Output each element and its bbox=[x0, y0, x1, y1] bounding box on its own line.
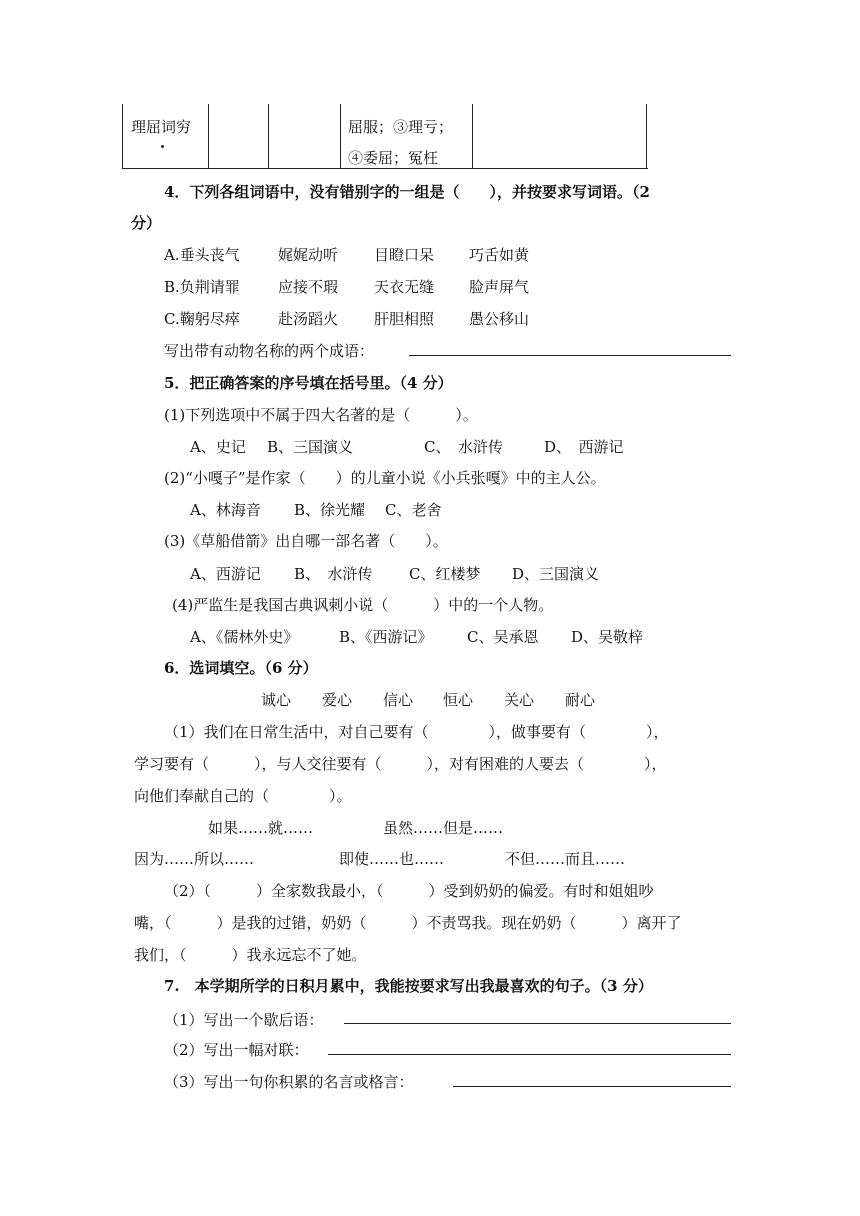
q6-p1-line1: （1）我们在日常生活中，对自己要有（ ），做事要有（ ）， bbox=[164, 723, 669, 741]
q5-item2-question: (2)“小嘎子”是作家（ ）的儿童小说《小兵张嘎》中的主人公。 bbox=[164, 469, 606, 487]
q6-p2-line1: （2）（ ）全家数我最小，（ ）受到奶奶的偏爱。有时和姐姐吵 bbox=[164, 882, 654, 900]
q5-item4-question: (4)严监生是我国古典讽刺小说（ ）中的一个人物。 bbox=[172, 596, 554, 614]
emphasis-dot bbox=[161, 145, 164, 148]
q6-p1-line3: 向他们奉献自己的（ ）。 bbox=[134, 787, 352, 805]
q6-p1-line2: 学习要有（ ），与人交往要有（ ），对有困难的人要去（ ）， bbox=[134, 755, 667, 773]
q5-item1-question: (1)下列选项中不属于四大名著的是（ ）。 bbox=[164, 406, 478, 424]
table-cell-meaning-line2: ④委屈；冤枉 bbox=[348, 149, 439, 167]
q7-item2: （2）写出一幅对联： bbox=[164, 1041, 309, 1059]
q6-p2-line3: 我们，（ ）我永远忘不了她。 bbox=[134, 946, 367, 964]
q7-item1: （1）写出一个歇后语： bbox=[164, 1011, 324, 1029]
q7-heading: 7. 本学期所学的日积月累中，我能按要求写出我最喜欢的句子。（3 分） bbox=[164, 977, 653, 995]
q5-item3-question: (3)《草船借箭》出自哪一部名著（ ）。 bbox=[164, 532, 448, 550]
q6-p2-line2: 嘴，（ ）是我的过错，奶奶（ ）不责骂我。现在奶奶（ ）离开了 bbox=[134, 914, 682, 932]
q4-animal-idiom-prompt: 写出带有动物名称的两个成语： bbox=[164, 342, 375, 360]
q7-item2-answer-line[interactable] bbox=[328, 1054, 731, 1055]
q5-heading: 5．把正确答案的序号填在括号里。（4 分） bbox=[164, 374, 453, 392]
q6-heading: 6．选词填空。（6 分） bbox=[164, 659, 318, 677]
table-cell-meaning-line1: 屈服；③理亏； bbox=[348, 118, 454, 136]
q7-item3-answer-line[interactable] bbox=[453, 1086, 731, 1087]
table-cell-idiom: 理屈词穷 bbox=[131, 118, 192, 136]
q4-answer-line[interactable] bbox=[409, 355, 731, 356]
q4-heading-cont: 分） bbox=[131, 214, 162, 232]
q4-heading: 4．下列各组词语中，没有错别字的一组是（ ），并按要求写词语。（2 bbox=[164, 183, 650, 201]
q7-item3: （3）写出一句你积累的名言或格言： bbox=[164, 1073, 414, 1091]
q7-item1-answer-line[interactable] bbox=[344, 1023, 731, 1024]
